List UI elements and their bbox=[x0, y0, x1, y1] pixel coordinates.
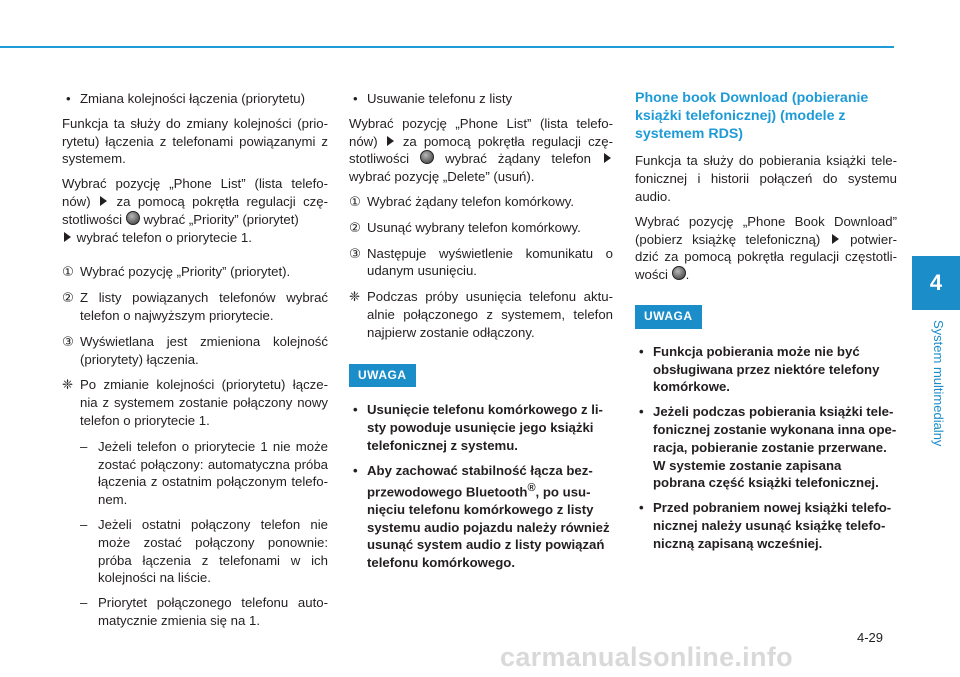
tune-knob-icon bbox=[672, 266, 686, 280]
warning-badge: UWAGA bbox=[635, 305, 702, 329]
delete-step-2: ② Usunąć wybrany telefon komórkowy. bbox=[349, 219, 581, 235]
arrow-right-icon bbox=[832, 234, 839, 244]
phonebook-intro: Funkcja ta służy do pobierania książki tele- fonicznej i historii połączeń do systemu audio. bbox=[635, 153, 897, 204]
column-left bbox=[62, 90, 328, 637]
watermark: carmanualsonline.info bbox=[500, 642, 793, 672]
column-middle bbox=[349, 90, 613, 579]
page-number: 4-29 bbox=[857, 630, 884, 645]
phonebook-instructions: Wybrać pozycję „Phone Book Download” (pobierz książkę telefoniczną) potwier- dzić za pomocą pokrętła regulacji częstotli- wości . bbox=[635, 213, 897, 283]
priority-dash-3: – Priorytet połączonego telefonu auto- matycznie zmienia się na 1. bbox=[80, 595, 328, 628]
priority-note: ❈ Po zmianie kolejności (priorytetu) łącze- nia z systemem zostanie połączony nowy telefon o priorytecie 1. bbox=[62, 377, 328, 428]
priority-dash-1: – Jeżeli telefon o priorytecie 1 nie może zostać połączony: automatyczna próba łączenia z ostatnim połączonym telefo- nem. bbox=[80, 438, 328, 508]
warning-badge: UWAGA bbox=[349, 364, 416, 388]
section-title-priority: • Zmiana kolejności łączenia (priorytetu) bbox=[62, 90, 328, 108]
delete-step-1: ① Wybrać żądany telefon komórkowy. bbox=[349, 193, 575, 209]
priority-intro: Funkcja ta służy do zmiany kolejności (prio- rytetu) łączenia z telefonami powiązanymi z systemem. bbox=[62, 115, 328, 167]
delete-step-3: ③ Następuje wyświetlenie komunikatu o udanym usunięciu. bbox=[349, 245, 613, 279]
section-heading-phonebook: Phone book Download (pobieranie książki telefonicznej) (modele z systemem RDS) bbox=[635, 90, 869, 142]
arrow-right-icon bbox=[604, 153, 611, 163]
priority-step-3: ③ Wyświetlana jest zmieniona kolejność (priorytety) łączenia. bbox=[62, 333, 328, 367]
delete-instructions: Wybrać pozycję „Phone List” (lista telefo- nów) za pomocą pokrętła regulacji czę- stotliwości wybrać żądany telefon wybrać pozycję „Delete” (usuń). bbox=[349, 115, 613, 185]
phonebook-warning-2: • Jeżeli podczas pobierania książki tele- fonicznej zostanie wykonana inna ope- racja, pobieranie zostanie przerwane. W systemie zostanie zapisana pobrana część książki telefonicznej. bbox=[635, 403, 897, 492]
tune-knob-icon bbox=[126, 211, 140, 225]
priority-dash-2: – Jeżeli ostatni połączony telefon nie może zostać połączony ponownie: próba łączenia z telefonami w ich kolejności na liście. bbox=[80, 516, 328, 586]
header-rule bbox=[0, 46, 894, 48]
priority-step-1: ① Wybrać pozycję „Priority” (priorytet). bbox=[62, 264, 291, 280]
priority-instructions: Wybrać pozycję „Phone List” (lista telefo- nów) za pomocą pokrętła regulacji czę- stotliwości wybrać „Priority” (priorytet) wybrać telefon o priorytecie 1. bbox=[62, 176, 328, 245]
delete-warning-1: • Usunięcie telefonu komórkowego z li- sty powoduje usunięcie jego książki telefonicznej z systemu. bbox=[349, 401, 613, 454]
priority-step-2: ② Z listy powiązanych telefonów wybrać telefon o najwyższym priorytecie. bbox=[62, 290, 328, 323]
arrow-right-icon bbox=[387, 136, 394, 146]
phonebook-warning-3: • Przed pobraniem nowej książki telefo- nicznej należy usunąć książkę telefo- niczną zapisaną wcześniej. bbox=[635, 499, 897, 552]
chapter-number-tab: 4 bbox=[912, 256, 960, 310]
delete-warning-2: • Aby zachować stabilność łącza bez- przewodowego Bluetooth®, po usu- nięciu telefonu komórkowego z listy systemu audio pojazdu należy również usunąć system audio z listy powiązań telefonu komórkowego. bbox=[349, 462, 613, 572]
arrow-right-icon bbox=[64, 232, 71, 242]
phonebook-warning-1: • Funkcja pobierania może nie być obsługiwana przez niektóre telefony komórkowe. bbox=[635, 343, 897, 396]
delete-note: ❈ Podczas próby usunięcia telefonu aktu- alnie połączonego z systemem, telefon najpierw zostanie odłączony. bbox=[349, 289, 613, 340]
section-title-delete: • Usuwanie telefonu z listy bbox=[349, 90, 613, 108]
chapter-title: System multimedialny bbox=[931, 320, 946, 447]
tune-knob-icon bbox=[420, 150, 434, 164]
arrow-right-icon bbox=[100, 196, 107, 206]
column-right bbox=[635, 90, 897, 560]
chapter-sidebar bbox=[912, 256, 960, 456]
